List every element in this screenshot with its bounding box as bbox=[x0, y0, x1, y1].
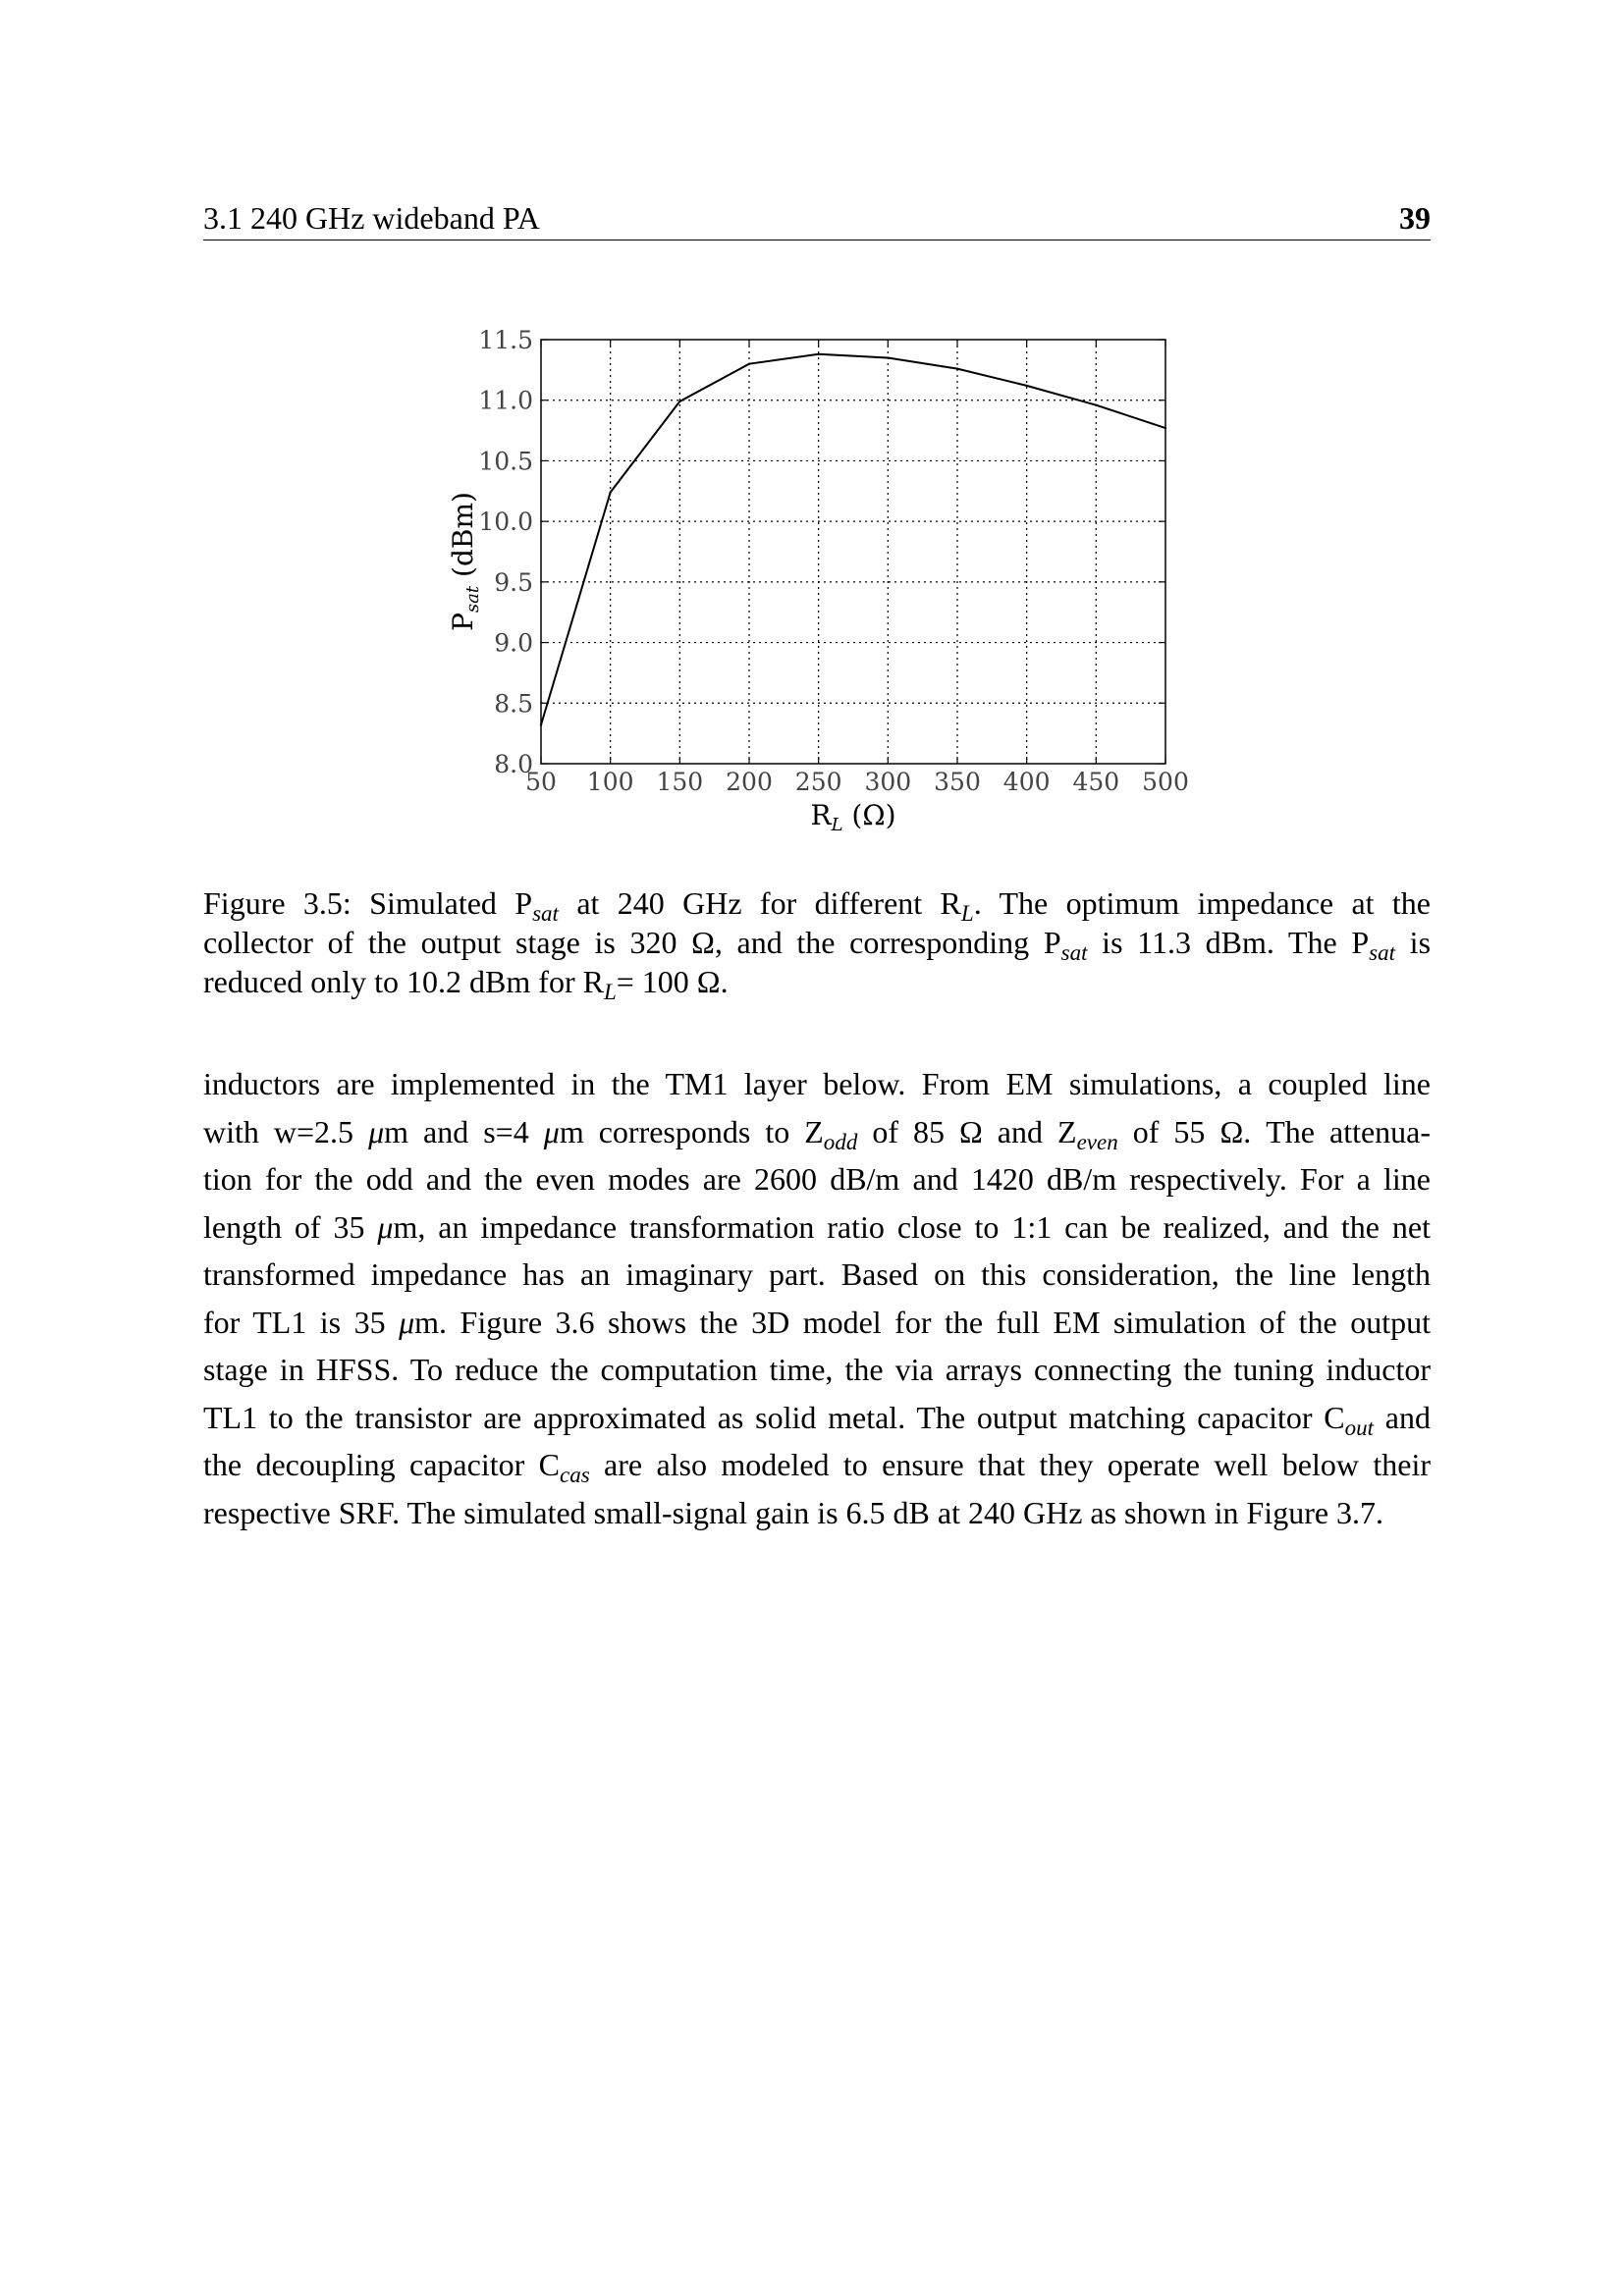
text-line: stage in HFSS. To reduce the computation time, the via arrays connecting the tuning inductor bbox=[203, 1352, 1431, 1387]
psat-vs-rl-chart bbox=[0, 0, 1624, 864]
text-line: reduced only to 10.2 dBm for $R_L= 100$ Ω. bbox=[203, 964, 729, 1004]
y-tick-label: 8.0 bbox=[494, 750, 533, 778]
figure-caption bbox=[203, 883, 1432, 1004]
y-tick-label: 11.0 bbox=[478, 386, 533, 415]
data-point bbox=[1095, 403, 1097, 405]
data-point bbox=[678, 400, 680, 402]
y-tick-label: 11.5 bbox=[478, 326, 533, 354]
x-tick-label: 350 bbox=[934, 768, 981, 796]
x-tick-label: 250 bbox=[794, 768, 842, 796]
y-tick-label: 10.0 bbox=[478, 507, 533, 537]
text-line: tion for the odd and the even modes are 2600 dB/m and 1420 dB/m respectively. For a line bbox=[203, 1161, 1431, 1197]
text-line: inductors are implemented in the TM1 layer below. From EM simulations, a coupled line bbox=[203, 1066, 1431, 1101]
x-tick-label: 450 bbox=[1072, 768, 1120, 796]
x-tick-label: 100 bbox=[586, 768, 634, 796]
x-tick-label: 500 bbox=[1142, 768, 1189, 796]
data-point bbox=[887, 356, 889, 358]
data-point bbox=[1164, 427, 1166, 429]
y-tick-label: 9.5 bbox=[494, 567, 533, 597]
x-tick-label: 200 bbox=[726, 768, 773, 796]
x-tick-label: 400 bbox=[1002, 768, 1051, 796]
x-tick-label: 50 bbox=[525, 768, 557, 796]
page-number: 39 bbox=[1399, 200, 1431, 236]
plot-frame bbox=[541, 340, 1165, 764]
text-line: for TL1 is 35 μm. Figure 3.6 shows the 3D model for the full EM simulation of the output bbox=[203, 1304, 1432, 1340]
y-tick-label: 8.5 bbox=[494, 689, 533, 719]
y-tick-label: 10.5 bbox=[478, 447, 533, 476]
data-point bbox=[817, 353, 819, 355]
y-tick-label: 9.0 bbox=[494, 628, 533, 658]
running-title: 3.1 240 GHz wideband PA bbox=[203, 200, 540, 236]
text-line: collector of the output stage is 320 Ω, and the corresponding $P_{sat}$ is 11.3 dBm. The $P_{sat}$ is bbox=[203, 925, 1432, 965]
text-line: length of 35 μm, an impedance transformation ratio close to 1:1 can be realized, and the net bbox=[203, 1208, 1432, 1245]
text-line: Figure 3.5: Simulated $P_{sat}$ at 240 GHz for different $R_L$. The optimum impedance at the bbox=[203, 885, 1431, 926]
data-point bbox=[609, 491, 611, 493]
data-point bbox=[540, 723, 542, 725]
data-point bbox=[956, 367, 958, 369]
x-tick-label: 150 bbox=[656, 768, 704, 796]
y-axis-label: $P_{sat}$ (dBm) bbox=[447, 492, 483, 631]
body-paragraph bbox=[203, 1060, 1431, 1536]
data-point bbox=[1025, 385, 1027, 387]
text-line: with w=2.5 μm and s=4 μm corresponds to $Z_{odd}$ of 85 Ω and $Z_{even}$ of 55 Ω. The attenua- bbox=[203, 1113, 1432, 1154]
x-axis-label: $R_L$ (Ω) bbox=[810, 799, 896, 835]
data-point bbox=[748, 362, 750, 364]
text-line: TL1 to the transistor are approximated as solid metal. The output matching capacitor $C_{out}$ and bbox=[203, 1399, 1432, 1440]
series-line-psat bbox=[541, 354, 1165, 725]
text-line: respective SRF. The simulated small-signal gain is 6.5 dB at 240 GHz as shown in Figure 3.7. bbox=[203, 1494, 1384, 1530]
x-tick-label: 300 bbox=[864, 768, 912, 796]
text-line: the decoupling capacitor $C_{cas}$ are also modeled to ensure that they operate well below their bbox=[203, 1447, 1432, 1487]
text-line: transformed impedance has an imaginary part. Based on this consideration, the line length bbox=[203, 1256, 1431, 1292]
